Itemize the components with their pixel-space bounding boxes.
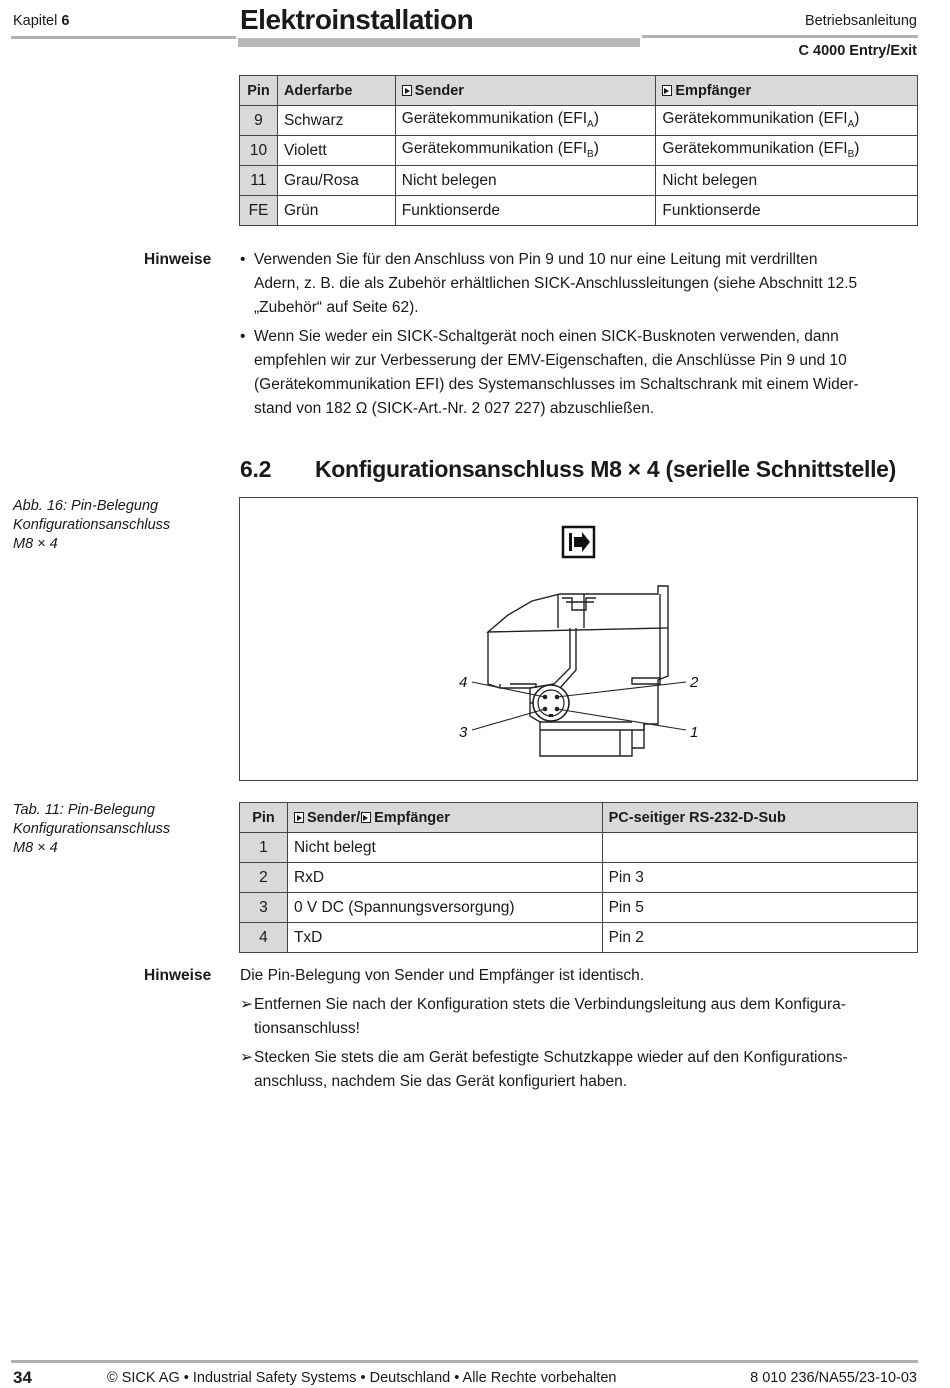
signal-cell: RxD (287, 863, 602, 893)
color-cell: Schwarz (277, 106, 395, 136)
note-bullet: • Verwenden Sie für den Anschluss von Pin 9 und 10 nur eine Leitung mit verdrillten Adern, z. B. die als Zubehör erhältlichen SICK-Anschlussleitungen (siehe Abschnitt 12.5 „Zubehör“ auf Seite 62). (240, 251, 858, 316)
pin-cell: 11 (240, 166, 278, 196)
receiver-icon (361, 812, 371, 823)
pin-cell: 2 (240, 863, 288, 893)
col-header-aderfarbe: Aderfarbe (277, 76, 395, 106)
pc-cell: Pin 5 (602, 893, 917, 923)
sender-icon (402, 85, 412, 96)
signal-cell: TxD (287, 923, 602, 953)
sender-icon (563, 527, 594, 557)
col-header-sender: Sender (395, 76, 656, 106)
footer-copyright: © SICK AG • Industrial Safety Systems • Deutschland • Alle Rechte vorbehalten (107, 1370, 617, 1386)
col-header-pin: Pin (240, 803, 288, 833)
pin-cell: 1 (240, 833, 288, 863)
arrow-icon: ➢ (240, 996, 253, 1013)
table-header-row (240, 76, 918, 106)
table-caption: Tab. 11: Pin-Belegung Konfigurationsanschluss M8 × 4 (13, 802, 171, 856)
chapter-label: Kapitel 6 (13, 13, 70, 29)
table-row (240, 166, 918, 196)
table-row (240, 136, 918, 166)
col-header-empfaenger: Empfänger (656, 76, 918, 106)
pin-label-3: 3 (459, 724, 468, 741)
pc-cell: Pin 2 (602, 923, 917, 953)
sender-cell: Nicht belegen (395, 166, 656, 196)
sender-cell: Gerätekommunikation $(EFI_B)$ (395, 136, 656, 166)
instruction-item: ➢ Entfernen Sie nach der Konfiguration stets die Verbindungsleitung aus dem Konfigura- tionsanschluss! (240, 993, 920, 1041)
table-row (240, 106, 918, 136)
receiver-cell: Funktionserde (656, 196, 918, 226)
table-row (240, 863, 918, 893)
notes-label: Hinweise (144, 251, 212, 268)
note-intro: Die Pin-Belegung von Sender und Empfänger ist identisch. (240, 967, 645, 984)
notes-label: Hinweise (144, 967, 212, 984)
doc-type: Betriebsanleitung (804, 13, 917, 29)
pin-label-4: 4 (459, 674, 468, 691)
receiver-icon (662, 85, 672, 96)
col-header-pc: PC-seitiger RS-232-D-Sub (602, 803, 917, 833)
receiver-cell: Gerätekommunikation $(EFI_A)$ (656, 106, 918, 136)
page-title: Elektroinstallation (240, 4, 474, 35)
figure-caption: Abb. 16: Pin-Belegung Konfigurationsanschluss M8 × 4 (13, 498, 171, 552)
sender-icon (294, 812, 304, 823)
sender-cell: Gerätekommunikation $(EFI_A)$ (395, 106, 656, 136)
pin-cell: 9 (240, 106, 278, 136)
header-rule-left (11, 36, 236, 39)
header-rule-title (238, 38, 640, 47)
col-header-sender-empfaenger: Sender/ Empfänger (287, 803, 602, 833)
page-number: 34 (13, 1368, 32, 1387)
table-header-row (240, 803, 918, 833)
table-row (240, 893, 918, 923)
table-row (240, 196, 918, 226)
signal-cell: Nicht belegt (287, 833, 602, 863)
m8-socket (533, 685, 569, 721)
arrow-icon: ➢ (240, 1049, 253, 1066)
section-number: 6.2 (240, 456, 272, 482)
sender-cell: Funktionserde (395, 196, 656, 226)
footer-doc-number: 8 010 236/NA55/23-10-03 (750, 1370, 917, 1386)
receiver-cell: Gerätekommunikation $(EFI_B)$ (656, 136, 918, 166)
table-row (240, 833, 918, 863)
housing-outline (488, 586, 668, 756)
receiver-cell: Nicht belegen (656, 166, 918, 196)
pin-label-1: 1 (690, 724, 699, 741)
instruction-item: ➢ Stecken Sie stets die am Gerät befestigte Schutzkappe wieder auf den Konfigurations- anschluss, nachdem Sie das Gerät konfiguriert haben. (240, 1046, 920, 1094)
figure-box (239, 497, 918, 781)
note-bullet: • Wenn Sie weder ein SICK-Schaltgerät noch einen SICK-Busknoten verwenden, dann empfehlen wir zur Verbesserung der EMV-Eigenschaften, die Anschlüsse Pin 9 und 10 (Gerätekommunikation EFI) des Systemanschlusses im Schaltschrank mit einem Wider- stand von 182 Ω (SICK-Art.-Nr. 2 027 227) abzuschließen. (240, 328, 859, 417)
color-cell: Grau/Rosa (277, 166, 395, 196)
pin-cell: 3 (240, 893, 288, 923)
section-title: Konfigurationsanschluss M8 × 4 (serielle Schnittstelle) (315, 456, 897, 482)
pin-cell: 4 (240, 923, 288, 953)
pc-cell: Pin 3 (602, 863, 917, 893)
color-cell: Grün (277, 196, 395, 226)
table-row (240, 923, 918, 953)
connector-drawing (240, 498, 917, 780)
signal-cell: 0 V DC (Spannungsversorgung) (287, 893, 602, 923)
header-rule-right (642, 35, 918, 38)
footer-rule (11, 1360, 918, 1363)
color-cell: Violett (277, 136, 395, 166)
pin-table-config (239, 802, 918, 953)
leader-lines (472, 682, 686, 730)
product-name: C 4000 Entry/Exit (798, 43, 917, 59)
pin-table-system (239, 75, 918, 226)
col-header-pin: Pin (240, 76, 278, 106)
pc-cell (602, 833, 917, 863)
pin-cell: 10 (240, 136, 278, 166)
pin-cell: FE (240, 196, 278, 226)
pin-label-2: 2 (690, 674, 699, 691)
